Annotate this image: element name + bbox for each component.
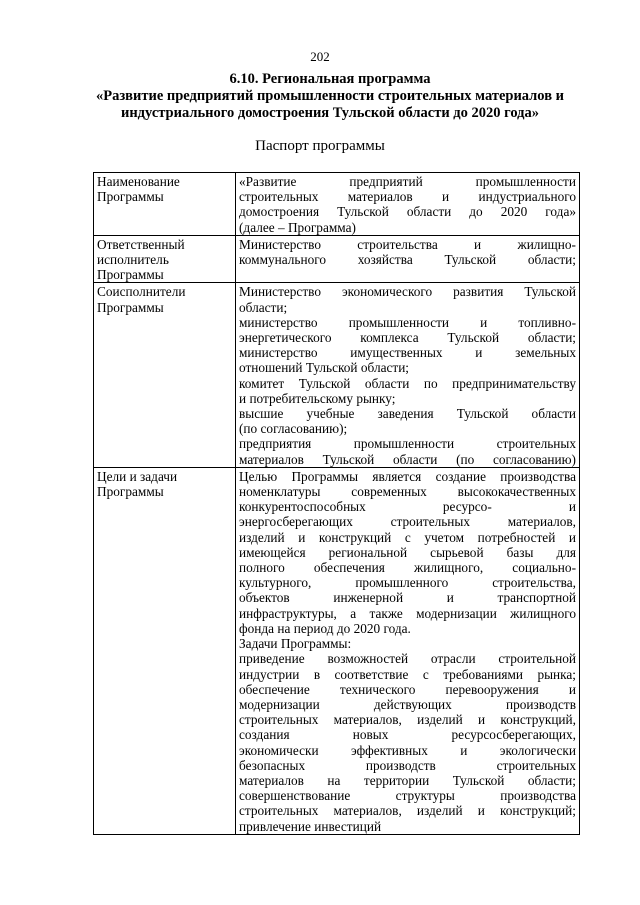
value-line: совершенствование структуры производства: [239, 788, 576, 804]
row-value-cell: [236, 283, 580, 467]
value-line: (по согласованию);: [239, 421, 348, 437]
table-row: [94, 467, 580, 834]
value-line: имеющейся региональной сырьевой базы для: [239, 544, 576, 560]
row-value-cell: [236, 467, 580, 834]
heading-line: 6.10. Региональная программа: [229, 71, 431, 87]
value-line: экономически эффективных и экологически: [239, 742, 576, 758]
value-line: изделий и конструкций с учетом потребностей и: [239, 529, 576, 545]
value-line: объектов инженерной и транспортной: [239, 590, 576, 606]
value-line: безопасных производств строительных: [239, 757, 576, 773]
value-line: приведение возможностей отрасли строительной: [239, 651, 576, 667]
value-line: коммунального хозяйства Тульской области;: [239, 252, 576, 268]
value-line: отношений Тульской области;: [239, 360, 410, 376]
heading-line: индустриального домостроения Тульской области до 2020 года»: [120, 105, 540, 121]
value-line: конкурентоспособных ресурсо- и: [239, 499, 576, 515]
value-line: Целью Программы является создание производства: [239, 468, 576, 484]
value-line: модернизации действующих производств: [239, 696, 576, 712]
value-line: инфраструктуры, а также модернизации жилищного: [239, 605, 576, 621]
value-line: высшие учебные заведения Тульской области: [239, 406, 576, 422]
page-number: 202: [310, 49, 330, 64]
label-line: Наименование: [97, 174, 180, 189]
table-row: [94, 173, 580, 236]
heading-line: «Развитие предприятий промышленности строительных материалов и: [95, 88, 565, 104]
row-label-cell: [94, 173, 236, 236]
row-label-cell: [94, 467, 236, 834]
row-label-cell: [94, 235, 236, 283]
value-line: культурного, промышленного строительства,: [239, 575, 576, 591]
value-line: создания новых ресурсосберегающих,: [239, 727, 576, 743]
label-line: Программы: [97, 299, 164, 315]
value-line: привлечение инвестиций: [239, 818, 382, 834]
value-line: «Развитие предприятий промышленности: [239, 174, 576, 189]
passport-title: Паспорт программы: [255, 138, 385, 154]
value-line: области;: [239, 299, 288, 315]
value-line: фонда на период до 2020 года.: [239, 620, 411, 636]
value-line: строительных материалов и индустриального: [239, 189, 576, 205]
value-line: комитет Тульской области по предпринимательству: [239, 375, 576, 391]
label-line: Ответственный: [97, 236, 185, 252]
value-line: и потребительскому рынку;: [239, 390, 396, 406]
value-line: материалов на территории Тульской области;: [239, 772, 576, 788]
label-line: Программы: [97, 484, 164, 500]
value-line: строительных материалов, изделий и конструкций;: [239, 803, 576, 819]
value-line: полного обеспечения жилищного, социально-: [239, 560, 576, 576]
section-heading: [70, 71, 590, 122]
value-line: энергетического комплекса Тульской области;: [239, 330, 576, 346]
table-row: [94, 283, 580, 467]
label-line: Программы: [97, 267, 164, 283]
value-line: номенклатуры современных высококачественных: [239, 484, 576, 500]
value-line: энергосберегающих строительных материалов,: [239, 514, 576, 530]
row-value-cell: [236, 235, 580, 283]
value-line: Министерство строительства и жилищно-: [239, 236, 576, 252]
row-label-cell: [94, 283, 236, 467]
value-line: (далее – Программа): [239, 219, 356, 235]
row-value-cell: [236, 173, 580, 236]
passport-table: [93, 172, 580, 835]
label-line: Соисполнители: [97, 284, 186, 300]
value-line: Министерство экономического развития Тульской: [239, 284, 576, 300]
value-line: Задачи Программы:: [239, 636, 352, 652]
value-line: министерство промышленности и топливно-: [239, 314, 576, 330]
value-line: обеспечение технического перевооружения и: [239, 681, 576, 697]
table-row: [94, 235, 580, 283]
value-line: домостроения Тульской области до 2020 года»: [239, 204, 576, 220]
value-line: материалов Тульской области (по согласованию): [239, 451, 576, 467]
label-line: Программы: [97, 189, 164, 205]
label-line: исполнитель: [97, 252, 169, 268]
value-line: индустрии в соответствие с требованиями рынка;: [239, 666, 576, 682]
value-line: строительных материалов, изделий и конструкций,: [239, 712, 576, 728]
label-line: Цели и задачи: [97, 468, 178, 484]
value-line: министерство имущественных и земельных: [239, 345, 576, 361]
value-line: предприятия промышленности строительных: [239, 436, 576, 452]
